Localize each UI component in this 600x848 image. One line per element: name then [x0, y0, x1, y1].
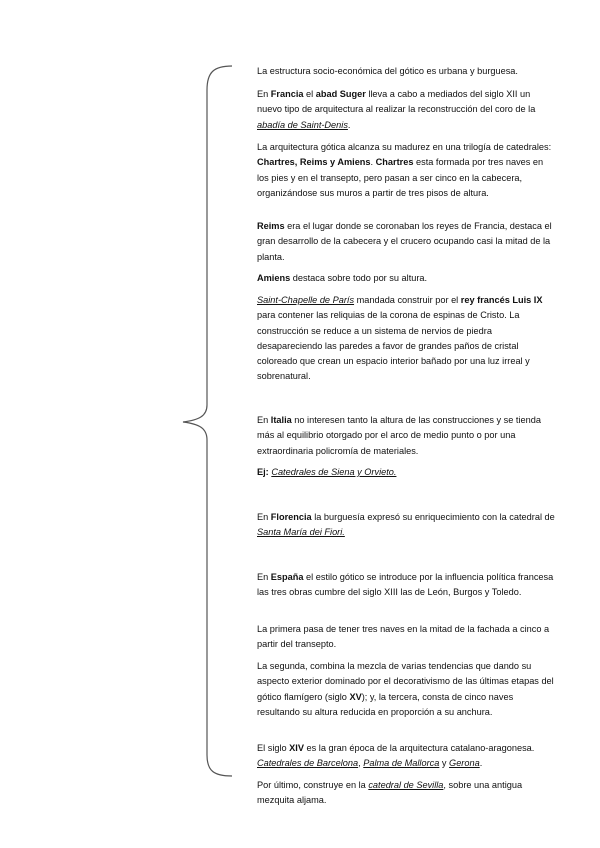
link-abadia-saint-denis[interactable]: abadía de Saint-Denis [257, 119, 348, 130]
florencia-paragraph: En Florencia la burguesía expresó su enriquecimiento con la catedral de Santa María dei Fiori. [257, 512, 555, 538]
link-catedrales-barcelona[interactable]: Catedrales de Barcelona [257, 758, 359, 769]
curly-brace [0, 0, 260, 848]
saint-chapelle-paragraph: Saint-Chapelle de París mandada construir por el rey francés Luis IX para contener las reliquias de la corona de espinas de Cristo. La construcción se reduce a un sistema de nervios de piedra desapareciendo las paredes a favor de grandes paños de cristal coloreado que crean un espacio interior bañado por una luz irreal y sobrenatural. [257, 295, 543, 382]
amiens-paragraph: Amiens destaca sobre todo por su altura. [257, 273, 428, 283]
link-catedral-sevilla[interactable]: catedral de Sevilla [368, 780, 444, 790]
link-gerona[interactable]: Gerona [449, 758, 480, 769]
espana-paragraph: En España el estilo gótico se introduce por la influencia política francesa las tres obras cumbre del siglo XIII las de León, Burgos y Toledo. [257, 572, 554, 598]
intro-paragraph: La estructura socio-económica del gótico es urbana y burguesa. [257, 66, 518, 76]
leon-paragraph: La primera pasa de tener tres naves en la mitad de la fachada a cinco a partir del transepto. [257, 624, 550, 650]
italia-example: Ej: Catedrales de Siena y Orvieto. [257, 467, 397, 477]
reims-paragraph: Reims era el lugar donde se coronaban los reyes de Francia, destaca el gran desarrollo de la cabecera y el crucero ocupando casi la mitad de la planta. [257, 221, 552, 262]
link-saint-chapelle[interactable]: Saint-Chapelle de París [257, 295, 355, 305]
link-santa-maria-dei-fiori[interactable]: Santa María dei Fiori. [257, 527, 345, 538]
link-palma-mallorca[interactable]: Palma de Mallorca [363, 758, 440, 769]
sevilla-paragraph: Por último, construye en la catedral de Sevilla, sobre una antigua mezquita aljama. [257, 780, 523, 806]
francia-paragraph: En Francia el abad Suger lleva a cabo a mediados del siglo XII un nuevo tipo de arquitectura al realizar la reconstrucción del coro de la abadía de Saint-Denis. [257, 89, 536, 130]
link-siena-orvieto[interactable]: Catedrales de Siena y Orvieto. [271, 467, 397, 477]
italia-paragraph: En Italia no interesen tanto la altura de las construcciones y se tienda más al equilibrio otorgado por el arco de medio punto o por una extraordinaria policromía de materiales. [257, 415, 541, 456]
catalano-aragonesa-paragraph: El siglo XIV es la gran época de la arquitectura catalano-aragonesa. Catedrales de Barcelona, Palma de Mallorca y Gerona. [257, 743, 535, 769]
burgos-toledo-paragraph: La segunda, combina la mezcla de varias tendencias que dando su aspecto exterior dominado por el decorativismo de las últimas etapas del gótico flamígero (siglo XV); y, la tercera, consta de cinco naves resultando su altura reducida en proporción a su anchura. [257, 661, 554, 717]
trilogia-paragraph: La arquitectura gótica alcanza su madurez en una trilogía de catedrales: Chartres, Reims y Amiens. Chartres esta formada por tres naves en los pies y en el transepto, pero pasan a ser cinco en la cabecera, organizándose sus muros a partir de tres pisos de altura. [257, 142, 552, 198]
